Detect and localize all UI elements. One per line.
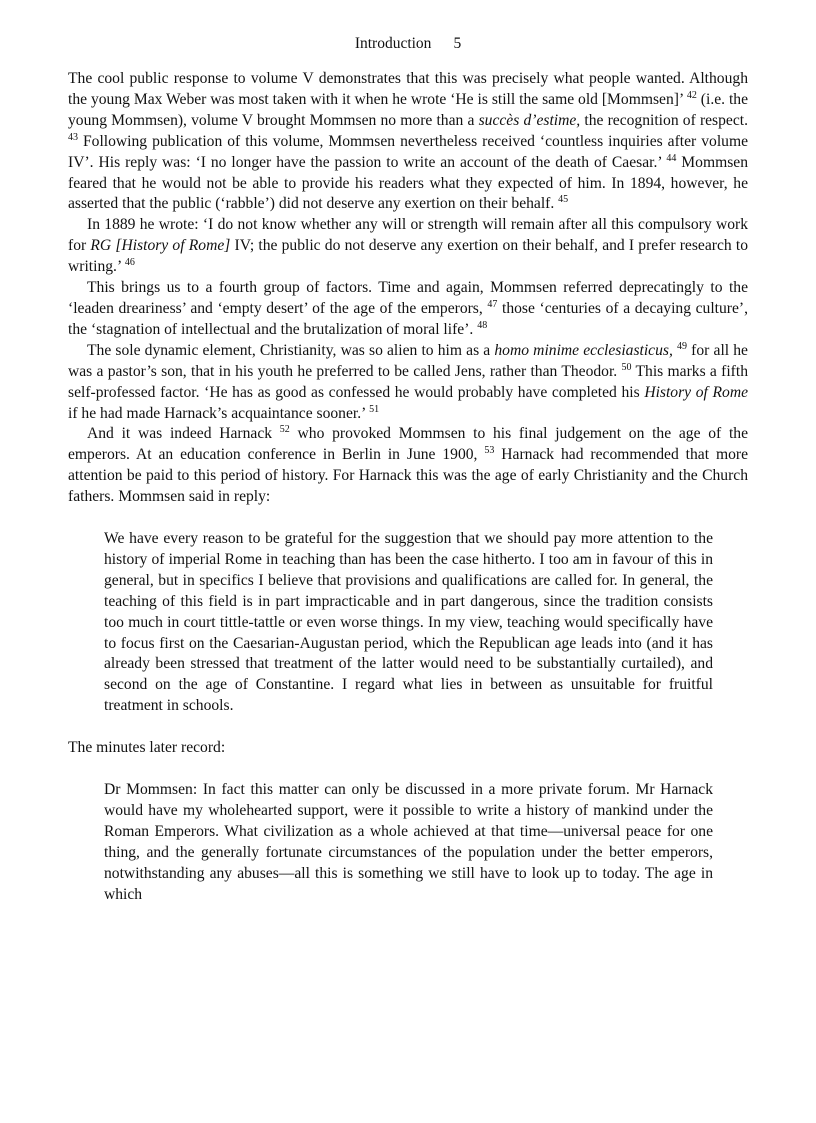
- text-run: IV; the public do not deserve any exertion on their behalf, and I prefer research to writing.’: [68, 237, 748, 276]
- footnote-ref: 42: [686, 89, 697, 101]
- italic-text: succès d’estime,: [478, 111, 581, 129]
- italic-text: RG [History of Rome]: [90, 237, 231, 255]
- italic-text: homo minime ecclesiasticus,: [494, 341, 673, 359]
- footnote-ref: 44: [666, 152, 677, 164]
- text-run: This brings us to a fourth group of factors. Time and again, Mommsen referred deprecatingly to the ‘leaden dreariness’ and ‘empty desert’ of the age of the emperors,: [68, 279, 748, 317]
- text-run: We have every reason to be grateful for the suggestion that we should pay more attention to the history of imperial Rome in teaching than has been the case hitherto. I too am in favour of this in general, but in specifics I believe that provisions and qualifications are called for. In general, the teaching of this field is in part impracticable and in part dangerous, since the tradition consists too much in court tittle-tattle or even worse things. In my view, teaching would specifically have to focus first on the Caesarian-Augustan period, which the Republican age leads into (and it has already been stressed that treatment of the latter would need to be substantially curtailed), and second on the age of Constantine. I regard what lies in between as unsuitable for fruitful treatment in schools.: [104, 530, 713, 715]
- text-run: The cool public response to volume V demonstrates that this was precisely what people wanted. Although the young Max Weber was most taken with it when he wrote ‘He is still the same old [Mommsen]’: [68, 70, 748, 108]
- footnote-ref: 43: [68, 131, 78, 143]
- text-run: This marks a fifth self-professed factor. ‘He has as good as confessed he would probably have completed his: [68, 362, 748, 401]
- footnote-ref: 47: [487, 298, 498, 310]
- running-header-title: Introduction: [354, 35, 432, 52]
- text-run: Harnack had recommended that more attention be paid to this period of history. For Harnack this was the age of early Christianity and the Church fathers. Mommsen said in reply:: [68, 446, 748, 506]
- footnote-ref: 49: [677, 340, 688, 352]
- paragraph: [68, 341, 748, 425]
- text-run: who provoked Mommsen to his final judgement on the age of the emperors. At an education conference in Berlin in June 1900,: [68, 425, 748, 464]
- block-quote: [104, 780, 713, 905]
- paragraph: [68, 215, 748, 278]
- footnote-ref: 48: [477, 319, 488, 331]
- text-run: the recognition of respect.: [580, 111, 748, 129]
- block-quote: [104, 529, 713, 717]
- text-run: Dr Mommsen: In fact this matter can only be discussed in a more private forum. Mr Harnack would have my wholehearted support, were it possible to write a history of mankind under the Roman Emperors. What civilization as a whole achieved at that time—universal peace for one thing, and the generally fortunate circumstances of the population under the better emperors, notwithstanding any abuses—all this is something we still have to look up to today. The age in which: [104, 781, 713, 903]
- text-run: Mommsen feared that he would not be able to provide his readers what they expected of him. In 1894, however, he asserted that the public (‘rabble’) did not deserve any exertion on their behalf.: [68, 153, 748, 213]
- text-run: those ‘centuries of a decaying culture’, the ‘stagnation of intellectual and the brutalization of moral life’.: [68, 299, 748, 338]
- footnote-ref: 51: [369, 403, 380, 415]
- paragraph: [68, 278, 748, 341]
- paragraph: [68, 69, 748, 215]
- text-run: And it was indeed Harnack: [87, 425, 280, 443]
- paragraph: [68, 424, 748, 508]
- italic-text: History of Rome: [644, 383, 749, 401]
- footnote-ref: 45: [558, 194, 569, 206]
- text-run: (i.e. the young Mommsen), volume V brought Mommsen no more than a: [68, 90, 748, 129]
- page-number: 5: [453, 35, 462, 52]
- footnote-ref: 46: [124, 257, 135, 269]
- text-run: Following publication of this volume, Mommsen nevertheless received ‘countless inquiries after volume IV’. His reply was: ‘I no longer have the passion to write an account of the death of Caesar.’: [68, 132, 748, 171]
- footnote-ref: 53: [484, 445, 495, 457]
- text-run: if he had made Harnack’s acquaintance sooner.’: [68, 404, 370, 422]
- text-run: for all he was a pastor’s son, that in his youth he preferred to be called Jens, rather than Theodor.: [68, 341, 748, 380]
- footnote-ref: 52: [279, 424, 290, 436]
- footnote-ref: 50: [621, 361, 632, 373]
- text-run: The sole dynamic element, Christianity, was so alien to him as a: [87, 341, 495, 359]
- paragraph: [68, 738, 748, 759]
- text-run: In 1889 he wrote: ‘I do not know whether any will or strength will remain after all this compulsory work for: [68, 216, 748, 255]
- running-header: [0, 35, 816, 53]
- page-body: [68, 69, 748, 927]
- text-run: The minutes later record:: [68, 739, 226, 757]
